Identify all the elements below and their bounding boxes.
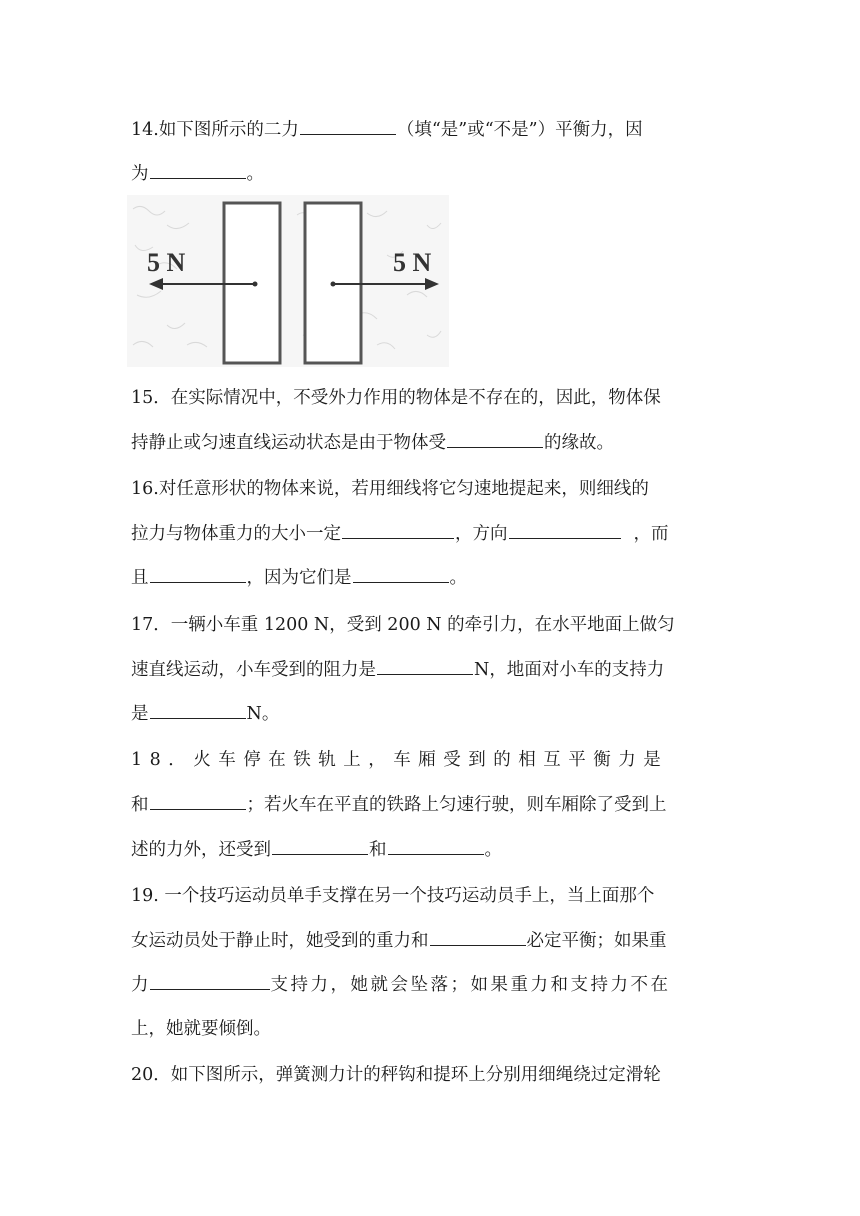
q19-line-2: 女运动员处于静止时，她受到的重力和 必定平衡；如果重 (131, 931, 667, 951)
left-force-label: 5 N (147, 248, 186, 277)
q18-line-1: 18．火车停在铁轨上，车厢受到的相互平衡力是 (131, 750, 669, 770)
answer-blank[interactable] (342, 522, 454, 539)
answer-blank[interactable] (150, 973, 270, 990)
q14-line-2: 为 。 (131, 164, 264, 184)
answer-blank[interactable] (377, 658, 473, 675)
q15-line-1: 15．在实际情况中，不受外力作用的物体是不存在的，因此，物体保 (131, 388, 661, 408)
q20-line-1: 20．如下图所示，弹簧测力计的秤钩和提环上分别用细绳绕过定滑轮 (131, 1065, 661, 1085)
answer-blank[interactable] (388, 838, 484, 855)
answer-blank[interactable] (509, 522, 621, 539)
answer-blank[interactable] (353, 566, 449, 583)
q17-line-2: 速直线运动，小车受到的阻力是 N，地面对小车的支持力 (131, 660, 665, 680)
q19-line-3: 力 支持力，她就会坠落；如果重力和支持力不在 (131, 975, 671, 995)
answer-blank[interactable] (430, 929, 526, 946)
answer-blank[interactable] (447, 431, 543, 448)
answer-blank[interactable] (150, 566, 246, 583)
q19-line-4: 上，她就要倾倒。 (131, 1019, 271, 1039)
q18-line-3: 述的力外，还受到 和 。 (131, 840, 502, 860)
q14-line-1: 14.如下图所示的二力 （填“是”或“不是”）平衡力，因 (131, 120, 643, 140)
right-force-label: 5 N (393, 248, 432, 277)
left-force-origin (253, 282, 258, 287)
q18-line-2: 和 ；若火车在平直的铁路上匀速行驶，则车厢除了受到上 (131, 795, 667, 815)
answer-blank[interactable] (300, 118, 396, 135)
force-figure (127, 195, 449, 367)
answer-blank[interactable] (150, 162, 246, 179)
q17-line-3: 是 N。 (131, 704, 280, 724)
q19-line-1: 19. 一个技巧运动员单手支撑在另一个技巧运动员手上，当上面那个 (131, 886, 655, 906)
q16-line-1: 16.对任意形状的物体来说，若用细线将它匀速地提起来，则细线的 (131, 479, 649, 499)
answer-blank[interactable] (150, 702, 246, 719)
figure-background (127, 195, 449, 367)
answer-blank[interactable] (272, 838, 368, 855)
q15-line-2: 持静止或匀速直线运动状态是由于物体受 的缘故。 (131, 433, 614, 453)
q16-line-3: 且 ，因为它们是 。 (131, 568, 467, 588)
q16-line-2: 拉力与物体重力的大小一定 ，方向 ，而 (131, 524, 669, 544)
right-force-origin (331, 282, 336, 287)
answer-blank[interactable] (150, 793, 246, 810)
q17-line-1: 17．一辆小车重 1200 N，受到 200 N 的牵引力，在水平地面上做匀 (131, 615, 675, 635)
